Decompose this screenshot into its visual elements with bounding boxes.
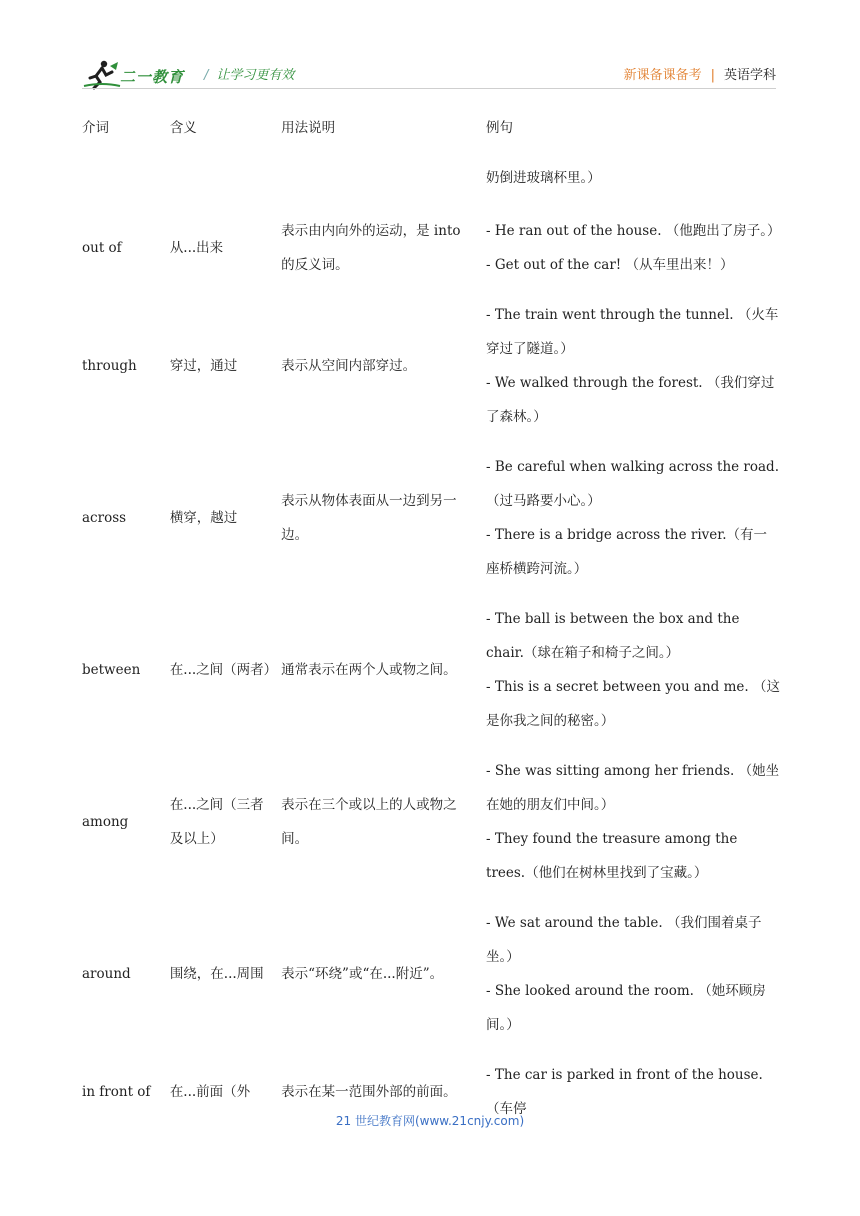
table-row	[78, 206, 784, 290]
examples-cell	[482, 442, 784, 594]
logo-text: 二一教育	[120, 68, 185, 86]
preposition-cell: in front of	[82, 1084, 151, 1100]
example-sentence: - She was sitting among her friends. （她坐在她的朋友们中间。）	[486, 763, 780, 813]
usage-cell: 表示“环绕”或“在...附近”。	[281, 966, 444, 982]
subject-label: 英语学科	[723, 68, 776, 83]
examples-cell	[482, 746, 784, 898]
page-header	[82, 52, 776, 92]
usage-cell: 通常表示在两个人或物之间。	[281, 662, 457, 678]
table-row-continued	[78, 150, 784, 206]
example-sentence: - The ball is between the box and the chair.（球在箱子和椅子之间。）	[486, 611, 740, 661]
meaning-cell: 围绕，在...周围	[169, 966, 264, 982]
meaning-cell: 在...之间（两者）	[169, 662, 278, 678]
usage-cell: 表示在某一范围外部的前面。	[281, 1084, 457, 1100]
column-header-meaning: 含义	[169, 120, 197, 136]
example-sentence: - He ran out of the house. （他跑出了房子。）	[486, 223, 781, 239]
meaning-cell: 穿过，通过	[169, 358, 238, 374]
examples-cell	[482, 898, 784, 1050]
example-sentence: - They found the treasure among the trees.（他们在树林里找到了宝藏。）	[486, 831, 738, 881]
slash-divider: /	[204, 68, 209, 83]
page-footer: 21 世纪教育网(www.21cnjy.com)	[335, 1114, 525, 1128]
table-row	[78, 898, 784, 1050]
table-row	[78, 746, 784, 898]
usage-cell: 表示从物体表面从一边到另一边。	[281, 493, 457, 543]
meaning-cell: 在...前面（外	[169, 1084, 251, 1100]
column-header-usage: 用法说明	[281, 120, 336, 136]
examples-cell	[482, 206, 784, 290]
column-header-examples: 例句	[486, 120, 514, 136]
preposition-table	[78, 106, 784, 1134]
exam-label: 新课备课备考	[623, 68, 702, 83]
column-header-preposition: 介词	[82, 120, 109, 136]
preposition-cell: between	[82, 662, 141, 678]
example-sentence: - She looked around the room. （她环顾房间。）	[486, 983, 766, 1033]
header-right	[624, 64, 776, 83]
meaning-cell: 从...出来	[169, 240, 224, 256]
example-sentence: - We sat around the table. （我们围着桌子坐。）	[486, 915, 762, 965]
example-sentence: - There is a bridge across the river.（有一座桥横跨河流。）	[486, 527, 768, 577]
table-row	[78, 290, 784, 442]
logo	[82, 58, 192, 90]
example-sentence: - Be careful when walking across the road.（过马路要小心。）	[486, 459, 779, 509]
preposition-cell: around	[82, 966, 131, 982]
slogan-text: 让学习更有效	[216, 68, 295, 83]
preposition-cell: across	[82, 510, 127, 526]
examples-cell	[482, 594, 784, 746]
meaning-cell: 横穿，越过	[169, 510, 238, 526]
table-row	[78, 594, 784, 746]
table-row	[78, 442, 784, 594]
example-sentence: - The car is parked in front of the house.（车停	[486, 1067, 763, 1117]
preposition-cell: through	[82, 358, 137, 374]
preposition-cell: among	[82, 814, 129, 830]
examples-cell	[482, 290, 784, 442]
example-sentence: - We walked through the forest. （我们穿过了森林。）	[486, 375, 775, 425]
meaning-cell: 在...之间（三者及以上）	[169, 797, 264, 847]
example-sentence: - Get out of the car! （从车里出来！）	[486, 257, 734, 273]
continued-example: 奶倒进玻璃杯里。）	[486, 170, 601, 186]
usage-cell: 表示从空间内部穿过。	[281, 358, 417, 374]
example-sentence: - The train went through the tunnel. （火车穿过了隧道。）	[486, 307, 779, 357]
preposition-cell: out of	[82, 240, 122, 256]
usage-cell: 表示由内向外的运动，是 into 的反义词。	[281, 223, 461, 273]
slogan	[204, 64, 294, 83]
header-divider	[82, 88, 776, 89]
running-man-icon	[82, 58, 122, 90]
example-sentence: - This is a secret between you and me. （这是你我之间的秘密。）	[486, 679, 780, 729]
table-header-row	[78, 106, 784, 150]
header-separator: |	[710, 68, 715, 83]
usage-cell: 表示在三个或以上的人或物之间。	[281, 797, 457, 847]
